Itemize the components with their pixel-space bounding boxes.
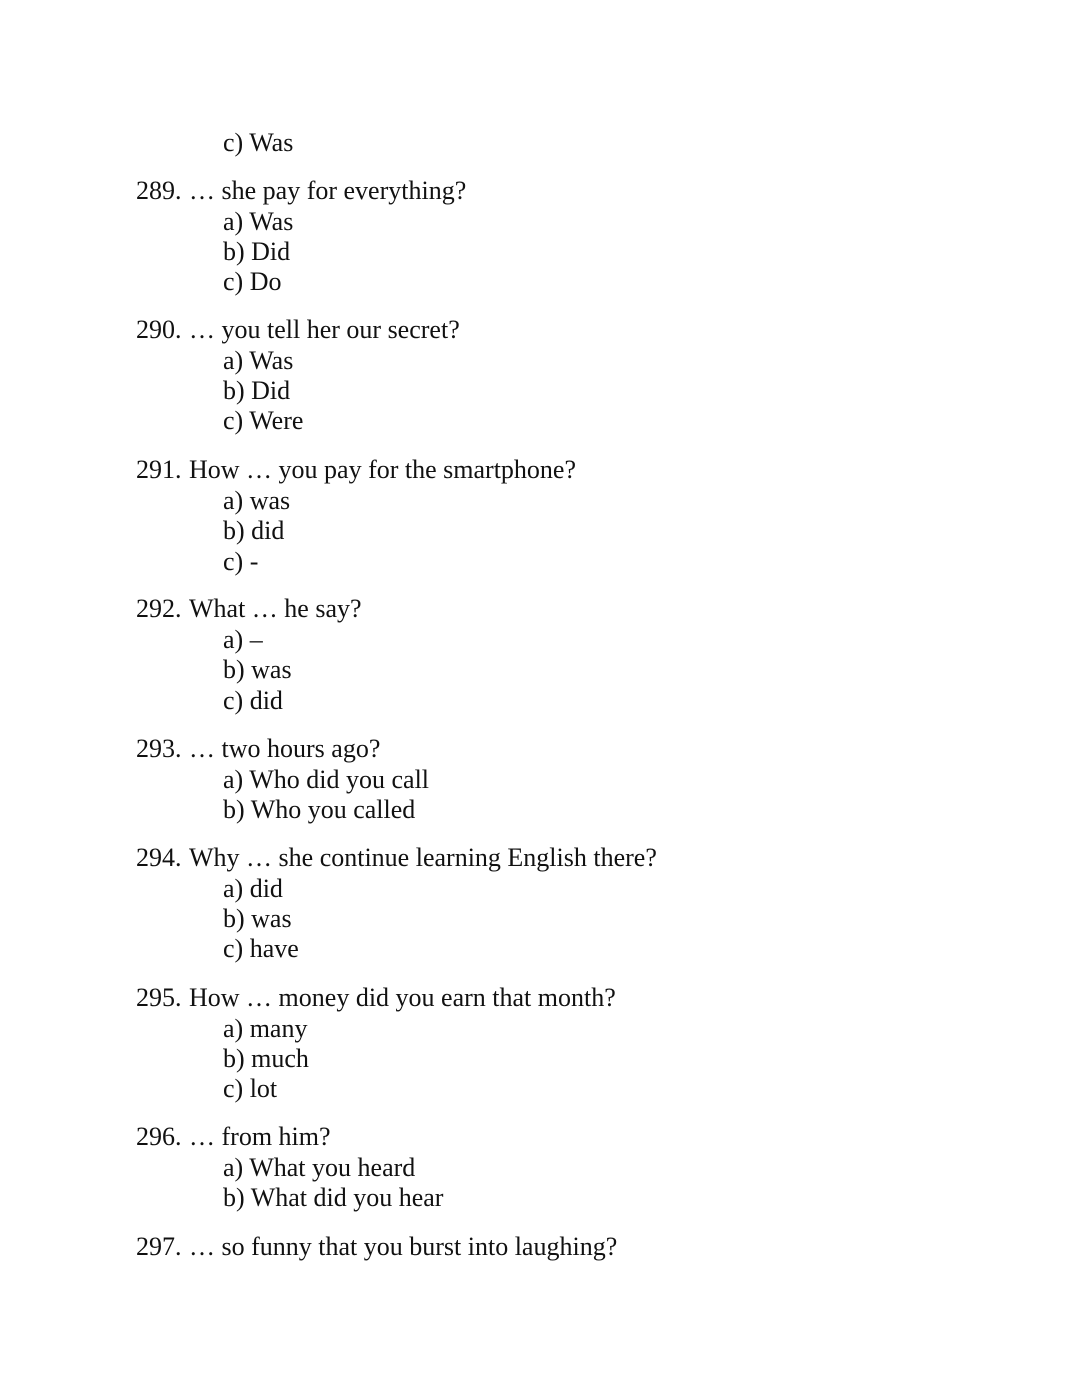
option: a) was [223, 486, 291, 515]
question-number: 293. [136, 734, 182, 763]
option: a) What you heard [223, 1153, 416, 1182]
option: b) What did you hear [223, 1183, 444, 1212]
option: c) did [223, 686, 283, 715]
question-297 [136, 1232, 617, 1262]
option: c) Were [223, 406, 304, 435]
question-294 [136, 843, 657, 873]
option: b) was [223, 904, 292, 933]
question-number: 297. [136, 1232, 182, 1261]
question-text: … from him? [189, 1122, 331, 1151]
question-number: 292. [136, 594, 182, 623]
option: a) Was [223, 346, 294, 375]
question-number: 295. [136, 983, 182, 1012]
question-295 [136, 983, 616, 1013]
question-text: Why … she continue learning English there? [189, 843, 657, 872]
question-text: How … money did you earn that month? [189, 983, 616, 1012]
question-text: … you tell her our secret? [189, 315, 460, 344]
question-text: … so funny that you burst into laughing? [189, 1232, 618, 1261]
question-number: 289. [136, 176, 182, 205]
option: b) Who you called [223, 795, 416, 824]
option: a) Was [223, 207, 294, 236]
question-292 [136, 594, 362, 624]
option: b) was [223, 655, 292, 684]
question-291 [136, 455, 576, 485]
option: a) Who did you call [223, 765, 430, 794]
option: c) have [223, 934, 299, 963]
option: c) Do [223, 267, 282, 296]
option: a) many [223, 1014, 308, 1043]
question-text: … two hours ago? [189, 734, 381, 763]
option: b) Did [223, 237, 291, 266]
question-290 [136, 315, 460, 345]
option: c) lot [223, 1074, 278, 1103]
question-296 [136, 1122, 331, 1152]
question-number: 291. [136, 455, 182, 484]
question-text: … she pay for everything? [189, 176, 467, 205]
option: a) did [223, 874, 283, 903]
question-text: What … he say? [189, 594, 362, 623]
option: c) - [223, 547, 259, 576]
option: b) much [223, 1044, 309, 1073]
question-number: 296. [136, 1122, 182, 1151]
option: b) did [223, 516, 285, 545]
question-293 [136, 734, 380, 764]
option: a) – [223, 625, 263, 654]
carryover-option: c) Was [223, 128, 294, 157]
option: b) Did [223, 376, 291, 405]
question-number: 290. [136, 315, 182, 344]
question-number: 294. [136, 843, 182, 872]
question-text: How … you pay for the smartphone? [189, 455, 577, 484]
question-289 [136, 176, 466, 206]
